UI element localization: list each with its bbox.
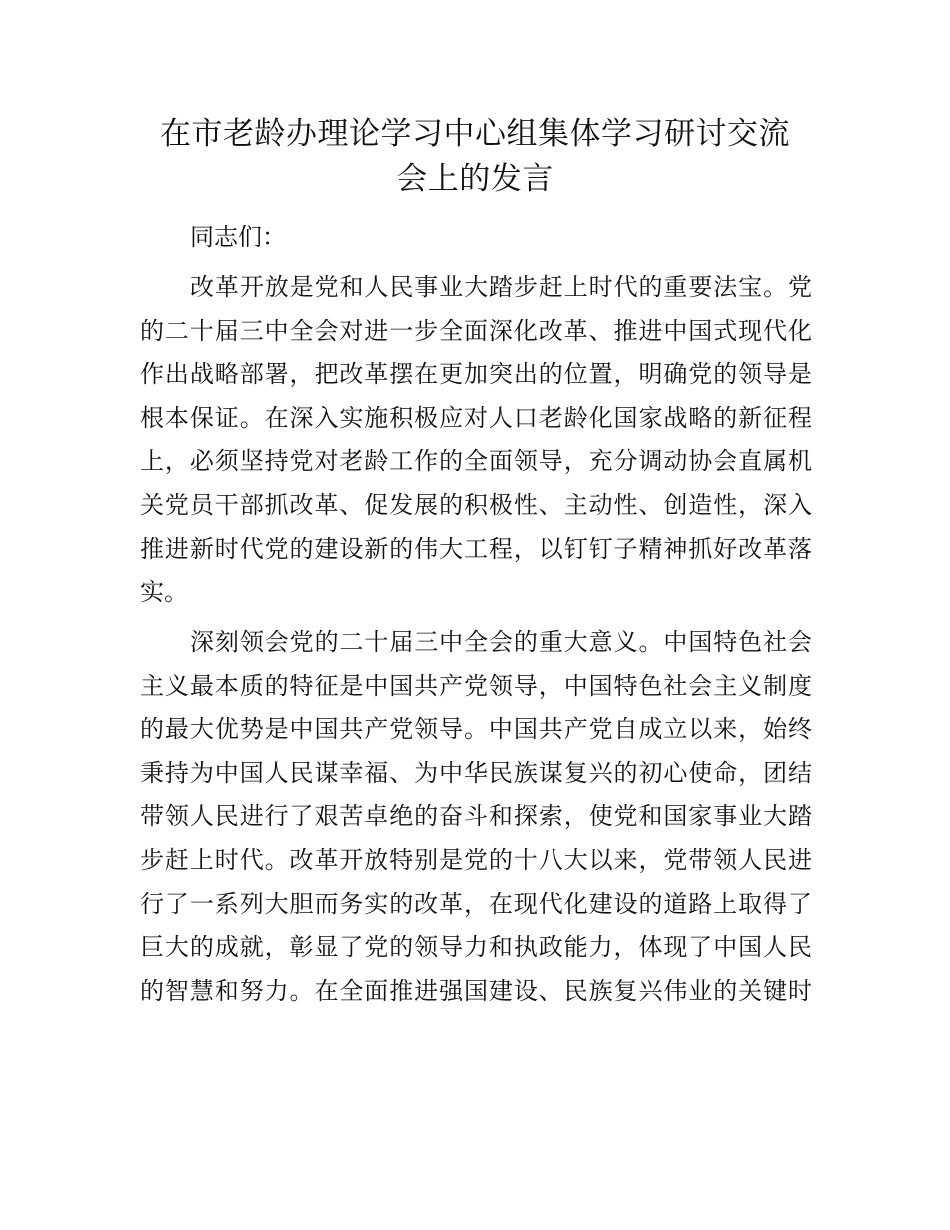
paragraph-line: 行了一系列大胆而务实的改革，在现代化建设的道路上取得了 xyxy=(140,889,812,918)
paragraph-line: 实。 xyxy=(140,578,188,607)
paragraph-1 xyxy=(140,266,812,615)
paragraph-line: 的智慧和努力。在全面推进强国建设、民族复兴伟业的关键时 xyxy=(140,976,812,1005)
paragraph-line: 秉持为中国人民谋幸福、为中华民族谋复兴的初心使命，团结 xyxy=(140,758,812,787)
paragraph-line: 的最大优势是中国共产党领导。中国共产党自成立以来，始终 xyxy=(140,715,812,744)
greeting: 同志们： xyxy=(190,223,286,251)
paragraph-line: 巨大的成就，彰显了党的领导力和执政能力，体现了中国人民 xyxy=(140,933,812,962)
title-line-1: 在市老龄办理论学习中心组集体学习研讨交流 xyxy=(160,116,790,152)
title-line-2: 会上的发言 xyxy=(396,161,554,197)
paragraph-line: 关党员干部抓改革、促发展的积极性、主动性、创造性，深入 xyxy=(140,490,812,519)
paragraph-line: 主义最本质的特征是中国共产党领导，中国特色社会主义制度 xyxy=(140,671,812,700)
paragraph-line: 深刻领会党的二十届三中全会的重大意义。中国特色社会 xyxy=(190,628,812,656)
paragraph-line: 带领人民进行了艰苦卓绝的奋斗和探索，使党和国家事业大踏 xyxy=(140,802,812,831)
paragraph-line: 改革开放是党和人民事业大踏步赶上时代的重要法宝。党 xyxy=(190,273,812,301)
paragraph-2 xyxy=(140,621,812,1013)
paragraph-line: 推进新时代党的建设新的伟大工程，以钉钉子精神抓好改革落 xyxy=(140,534,812,563)
document-title xyxy=(140,112,810,202)
paragraph-line: 作出战略部署，把改革摆在更加突出的位置，明确党的领导是 xyxy=(140,360,812,389)
paragraph-line: 上，必须坚持党对老龄工作的全面领导，充分调动协会直属机 xyxy=(140,447,812,476)
paragraph-line: 步赶上时代。改革开放特别是党的十八大以来，党带领人民进 xyxy=(140,845,812,874)
paragraph-line: 的二十届三中全会对进一步全面深化改革、推进中国式现代化 xyxy=(140,316,812,345)
paragraph-line: 根本保证。在深入实施积极应对人口老龄化国家战略的新征程 xyxy=(140,403,812,432)
